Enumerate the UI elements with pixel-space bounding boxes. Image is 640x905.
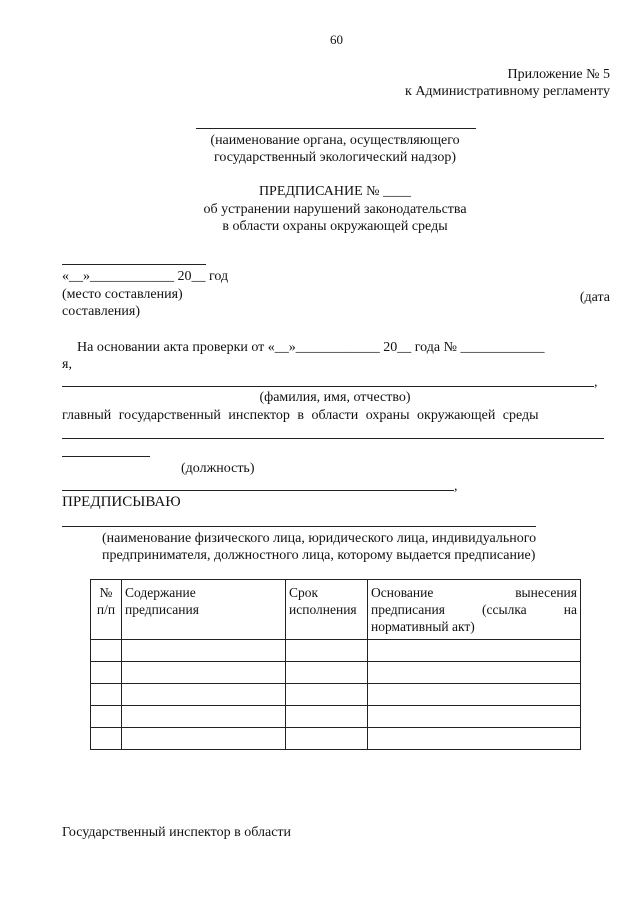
table-header-row [91,580,581,640]
table-row [91,640,581,662]
header-basis-word-1: Основание [371,585,434,600]
cell-term [286,640,368,662]
header-basis-line-1 [371,584,577,601]
place-caption: (место составления) [62,287,183,302]
position-caption: (должность) [181,461,255,476]
header-number-line-1: № [99,585,113,600]
header-term-line-1: Срок [289,585,319,600]
cell-term [286,706,368,728]
table-row [91,662,581,684]
basis-pronoun: я, [62,357,72,372]
document-title: ПРЕДПИСАНИЕ № ____ [258,184,412,199]
cell-number [91,684,122,706]
header-term-line-2: исполнения [289,602,357,617]
prescribe-word: ПРЕДПИСЫВАЮ [62,494,181,510]
organ-caption-line-2: государственный экологический надзор) [213,150,457,165]
document-subtitle-1: об устранении нарушений законодательства [203,202,467,217]
cell-content [122,684,286,706]
footer-inspector-text: Государственный инспектор в области [62,825,292,840]
cell-content [122,728,286,750]
recipient-line [62,526,536,527]
cell-basis [368,706,581,728]
cell-basis [368,662,581,684]
date-line: «__»____________ 20__ год [62,269,229,284]
table-row [91,684,581,706]
cell-number [91,706,122,728]
header-basis-word-4: (ссылка [482,602,527,617]
header-term [286,580,368,640]
inspector-line-1 [62,438,604,439]
cell-basis [368,640,581,662]
place-line [62,264,206,265]
cell-basis [368,684,581,706]
inspector-line-2 [62,456,150,457]
prescription-table [90,579,581,750]
header-basis-line-2 [371,601,577,618]
fio-comma: , [594,375,598,390]
header-content-line-2: предписания [125,602,199,617]
fio-caption: (фамилия, имя, отчество) [259,390,411,405]
header-basis-word-5: на [563,602,577,617]
cell-term [286,662,368,684]
position-comma: , [454,479,458,494]
header-number [91,580,122,640]
position-line [62,490,454,491]
cell-basis [368,728,581,750]
header-basis-word-3: предписания [371,602,445,617]
organ-caption-line-1: (наименование органа, осуществляющего [210,133,460,148]
appendix-line-1: Приложение № 5 [507,67,610,82]
recipient-caption-2: предпринимателя, должностного лица, которому выдается предписание) [102,548,536,563]
cell-number [91,640,122,662]
page-number: 60 [330,32,343,47]
cell-content [122,662,286,684]
header-basis [368,580,581,640]
document-subtitle-2: в области охраны окружающей среды [222,219,448,234]
header-number-line-2: п/п [96,602,116,617]
table-row [91,728,581,750]
cell-number [91,662,122,684]
cell-content [122,706,286,728]
inspector-position-text: главный государственный инспектор в области охраны окружающей среды [62,408,539,423]
fio-line [62,386,594,387]
cell-content [122,640,286,662]
cell-number [91,728,122,750]
header-basis-word-2: вынесения [515,585,577,600]
header-content-line-1: Содержание [125,585,196,600]
date-caption-part-2: составления) [62,304,140,319]
organ-name-line [196,128,476,129]
basis-text: На основании акта проверки от «__»____________ 20__ года № ____________ [77,340,545,355]
cell-term [286,728,368,750]
header-basis-line-3: нормативный акт) [371,619,475,634]
appendix-line-2: к Административному регламенту [405,84,610,99]
date-caption-part-1: (дата [579,290,610,305]
cell-term [286,684,368,706]
table-row [91,706,581,728]
header-content [122,580,286,640]
recipient-caption-1: (наименование физического лица, юридического лица, индивидуального [102,531,537,546]
